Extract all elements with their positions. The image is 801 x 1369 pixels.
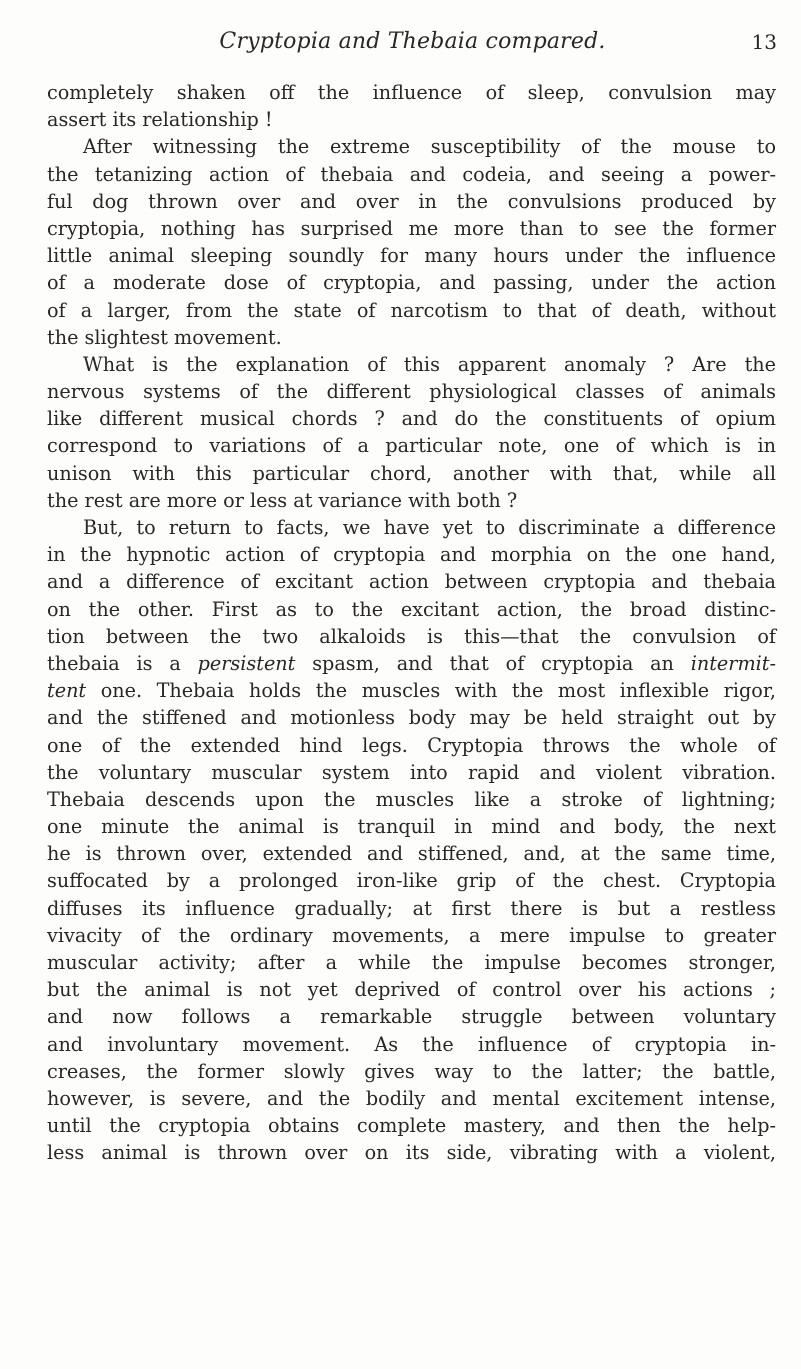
emphasis-intermittent: intermit- [690, 651, 776, 675]
body-text [47, 79, 776, 1167]
running-head [48, 29, 777, 63]
text-line: one minute the animal is tranquil in mind and body, the next [47, 815, 776, 839]
text-line: one of the extended hind legs. Cryptopia throws the whole of [47, 733, 776, 757]
running-title: Cryptopia and Thebaia compared. [219, 29, 606, 54]
text-line: creases, the former slowly gives way to the latter; the battle, [47, 1059, 776, 1083]
text-line: and a difference of excitant action between cryptopia and thebaia [47, 570, 776, 594]
text-line: on the other. First as to the excitant action, the broad distinc- [47, 597, 776, 621]
text-line: however, is severe, and the bodily and mental excitement intense, [47, 1086, 776, 1110]
text-line: But, to return to facts, we have yet to discriminate a difference [83, 516, 776, 539]
text-line: less animal is thrown over on its side, vibrating with a violent, [47, 1141, 776, 1165]
text-line: tion between the two alkaloids is this—that the convulsion of [47, 624, 776, 648]
text-line: little animal sleeping soundly for many hours under the influence [47, 244, 776, 268]
page-number: 13 [751, 30, 777, 54]
text-line-with-emphasis [47, 677, 776, 704]
text-line: diffuses its influence gradually; at first there is but a restless [47, 896, 776, 920]
text-line: until the cryptopia obtains complete mastery, and then the help- [47, 1114, 776, 1138]
text-line: and now follows a remarkable struggle between voluntary [47, 1005, 776, 1029]
text-line: he is thrown over, extended and stiffened, and, at the same time, [47, 842, 776, 866]
text-line: but the animal is not yet deprived of control over his actions ; [47, 978, 776, 1002]
text-line: assert its relationship ! [47, 108, 273, 132]
text-line: unison with this particular chord, another with that, while all [47, 461, 776, 485]
text-line: muscular activity; after a while the impulse becomes stronger, [47, 951, 776, 974]
text-line: the tetanizing action of thebaia and codeia, and seeing a power- [47, 162, 776, 186]
text-line: suffocated by a prolonged iron-like grip of the chest. Cryptopia [47, 869, 776, 893]
text-line: Thebaia descends upon the muscles like a stroke of lightning; [47, 787, 776, 811]
text-line: nervous systems of the different physiological classes of animals [47, 380, 776, 404]
text-line: and the stiffened and motionless body may be held straight out by [47, 706, 776, 730]
text-line-with-emphasis [47, 650, 776, 677]
text-line: What is the explanation of this apparent anomaly ? Are the [83, 352, 776, 376]
text-line: like different musical chords ? and do the constituents of opium [47, 407, 776, 431]
text-line: of a larger, from the state of narcotism to that of death, without [47, 298, 776, 322]
text-line: correspond to variations of a particular note, one of which is in [47, 434, 776, 458]
text-line: ful dog thrown over and over in the convulsions produced by [47, 189, 776, 213]
text-line: vivacity of the ordinary movements, a mere impulse to greater [47, 923, 776, 947]
text-line: After witnessing the extreme susceptibility of the mouse to [83, 135, 776, 159]
text-line: cryptopia, nothing has surprised me more than to see the former [47, 216, 776, 240]
line-segment: one. Thebaia holds the muscles with the most inflexible rigor, [86, 679, 776, 703]
emphasis-intermittent-end: tent [47, 679, 87, 703]
text-line: and involuntary movement. As the influence of cryptopia in- [47, 1032, 776, 1056]
text-line: the rest are more or less at variance with both ? [47, 488, 518, 512]
line-segment: thebaia is a [47, 651, 198, 675]
line-segment: spasm, and that of cryptopia an [295, 651, 691, 675]
text-line: the slightest movement. [47, 325, 282, 349]
text-line: completely shaken off the influence of sleep, convulsion may [47, 81, 776, 104]
emphasis-persistent: persistent [197, 651, 296, 675]
text-line: of a moderate dose of cryptopia, and passing, under the action [47, 271, 776, 295]
text-line: in the hypnotic action of cryptopia and morphia on the one hand, [47, 543, 776, 567]
text-line: the voluntary muscular system into rapid and violent vibration. [47, 760, 776, 784]
